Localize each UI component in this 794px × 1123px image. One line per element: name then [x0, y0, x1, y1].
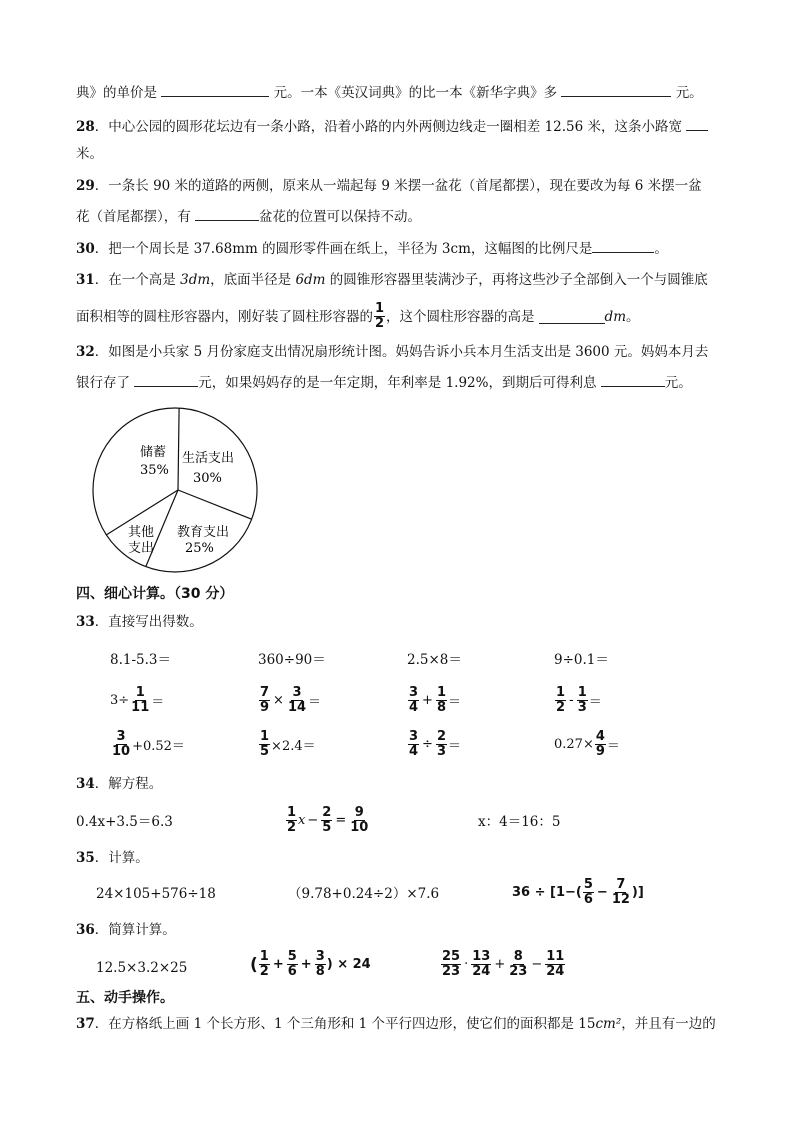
- unit-cm2: cm²: [595, 1016, 622, 1032]
- answer-blank[interactable]: [592, 238, 654, 253]
- q30-text: ．把一个周长是 37.68mm 的圆形零件画在纸上，半径为 3cm，这幅图的比例尺是: [94, 241, 593, 257]
- calc-36-1: 12.5×3.2×25: [96, 960, 188, 976]
- equation-1: 0.4x+3.5＝6.3: [76, 814, 173, 830]
- q31-text: ．在一个高是: [94, 272, 181, 288]
- label-save: 储蓄: [140, 445, 167, 460]
- label-living-pct: 30%: [193, 471, 222, 486]
- equation-2: $\frac{1}{2}$ x − $\frac{2}{5}$ = $\frac{9}{10}$: [287, 805, 369, 835]
- question-number: 31: [76, 272, 95, 288]
- calc-item: $\frac{3}{4}$ ÷ $\frac{2}{3}$ ＝: [409, 729, 462, 759]
- calc-item: $\frac{7}{9}$ × $\frac{3}{14}$ ＝: [260, 685, 322, 715]
- calc-item: $\frac{1}{5}$ ×2.4＝: [260, 729, 316, 759]
- equation-3: x：4＝16：5: [478, 814, 561, 830]
- pie-outline: [93, 408, 257, 572]
- q27-text: 元。: [675, 85, 703, 101]
- pie-slice-boundary: [178, 490, 252, 519]
- q34-title: [76, 774, 162, 794]
- calc-item: $\frac{3}{10}$ +0.52＝: [112, 729, 185, 759]
- question-number: 30: [76, 241, 95, 257]
- calc-36-3: $\frac{25}{23}$ · $\frac{13}{24}$ + $\frac{8}{23}$ − $\frac{11}{24}$: [442, 949, 565, 979]
- calc-item: 0.27× $\frac{4}{9}$ ＝: [554, 729, 620, 759]
- q34-text: ．解方程。: [94, 776, 163, 792]
- label-save-pct: 35%: [140, 463, 169, 478]
- calc-item: $\frac{3}{4}$ + $\frac{1}{8}$ ＝: [409, 685, 462, 715]
- section-four-title: 四、细心计算。（30 分）: [76, 586, 234, 602]
- q31-line1: [76, 270, 708, 290]
- calc-36-2: ( $\frac{1}{2}$ + $\frac{5}{6}$ + $\frac{3}{8}$ ) × 24: [250, 949, 371, 979]
- q29-text: 花（首尾都摆），有: [76, 209, 191, 225]
- q31-text: 面积相等的圆柱形容器内，刚好装了圆柱形容器的: [76, 308, 373, 325]
- q37-text: ．在方格纸上画 1 个长方形、1 个三角形和 1 个平行四边形，使它们的面积都是 15: [94, 1016, 596, 1032]
- pie-chart: [90, 404, 270, 574]
- calc-35-2: （9.78+0.24÷2）×7.6: [288, 886, 440, 902]
- q30-text: 。: [654, 241, 668, 257]
- question-number: 36: [76, 922, 95, 938]
- question-number: 33: [76, 614, 95, 630]
- q31-value: 3: [180, 272, 189, 288]
- q36-title: [76, 920, 176, 940]
- fraction-one-half: $\frac{1}{2}$: [375, 301, 385, 331]
- q31-text: 。: [626, 308, 640, 325]
- answer-blank[interactable]: [561, 82, 671, 97]
- calc-item: $\frac{1}{2}$ - $\frac{1}{3}$ ＝: [556, 685, 602, 715]
- q31-text: 的圆锥形容器里装满沙子，再将这些沙子全部倒入一个与圆锥底: [325, 272, 708, 288]
- calc-35-3: 36 ÷ [1−( $\frac{5}{6}$ − $\frac{7}{12}$ )]: [512, 877, 644, 907]
- q28-line2: [76, 144, 103, 164]
- q28-text: ．中心公园的圆形花坛边有一条小路，沿着小路的内外两侧边线走一圈相差 12.56 米，这条小路宽: [94, 119, 683, 135]
- q27-text: 元。一本《英汉词典》的比一本《新华字典》多: [273, 85, 558, 101]
- q33-text: ．直接写出得数。: [94, 614, 203, 630]
- q35-text: ．计算。: [94, 850, 149, 866]
- q32-text: 元。: [664, 375, 692, 391]
- q31-line2: [76, 302, 640, 331]
- calc-item: 8.1-5.3＝: [110, 652, 172, 668]
- label-living: 生活支出: [182, 451, 235, 466]
- calc-item: 2.5×8＝: [407, 652, 462, 668]
- label-other-2: 支出: [128, 541, 155, 556]
- calc-35-1: 24×105+576÷18: [96, 886, 216, 902]
- q37-line: [76, 1014, 716, 1034]
- question-number: 37: [76, 1016, 95, 1032]
- question-number: 28: [76, 119, 95, 135]
- calc-item: 9÷0.1＝: [554, 652, 609, 668]
- calc-item: 360÷90＝: [258, 652, 326, 668]
- q27-text: 典》的单价是: [76, 85, 157, 101]
- q31-text: ，底面半径是: [210, 272, 296, 288]
- q32-text: 银行存了: [76, 375, 130, 391]
- q32-line1: [76, 342, 708, 362]
- q28-line1: [76, 116, 708, 137]
- label-other-1: 其他: [128, 525, 155, 540]
- unit-dm: dm: [604, 308, 626, 325]
- q27-tail-line: [76, 82, 703, 103]
- question-number: 35: [76, 850, 95, 866]
- q35-title: [76, 848, 149, 868]
- calc-item: 3÷ $\frac{1}{11}$ ＝: [110, 685, 165, 715]
- q32-text: 元，如果妈妈存的是一年定期，年利率是 1.92%，到期后可得利息: [198, 375, 597, 391]
- answer-blank[interactable]: [161, 82, 269, 97]
- pie-slice-boundary: [178, 408, 179, 490]
- unit-dm: dm: [304, 272, 326, 288]
- label-edu: 教育支出: [177, 525, 230, 540]
- answer-blank[interactable]: [134, 372, 198, 387]
- q31-value: 6: [295, 272, 305, 288]
- q29-line1: [76, 176, 702, 196]
- question-number: 32: [76, 344, 95, 360]
- answer-blank[interactable]: [195, 206, 259, 221]
- q36-text: ．简算计算。: [94, 922, 176, 938]
- q32-line2: [76, 372, 692, 393]
- q33-title: [76, 612, 203, 632]
- q30-line: [76, 238, 668, 259]
- section-five-title: 五、动手操作。: [76, 990, 174, 1006]
- label-edu-pct: 25%: [185, 541, 214, 556]
- answer-blank[interactable]: [601, 372, 665, 387]
- q29-text: ．一条长 90 米的道路的两侧，原来从一端起每 9 米摆一盆花（首尾都摆），现在要改为每 6 米摆一盆: [94, 178, 702, 194]
- q28-text: 米。: [76, 146, 103, 162]
- question-number: 34: [76, 776, 95, 792]
- question-number: 29: [76, 178, 95, 194]
- answer-blank[interactable]: [539, 309, 605, 324]
- unit-dm: dm: [188, 272, 211, 288]
- answer-blank[interactable]: [686, 116, 708, 131]
- q37-text: ，并且有一边的: [621, 1016, 716, 1032]
- q29-line2: [76, 206, 421, 227]
- q32-text: ．如图是小兵家 5 月份家庭支出情况扇形统计图。妈妈告诉小兵本月生活支出是 3600 元。妈妈本月去: [94, 344, 709, 360]
- q29-text: 盆花的位置可以保持不动。: [259, 209, 422, 225]
- q31-text: ，这个圆柱形容器的高是: [386, 308, 535, 325]
